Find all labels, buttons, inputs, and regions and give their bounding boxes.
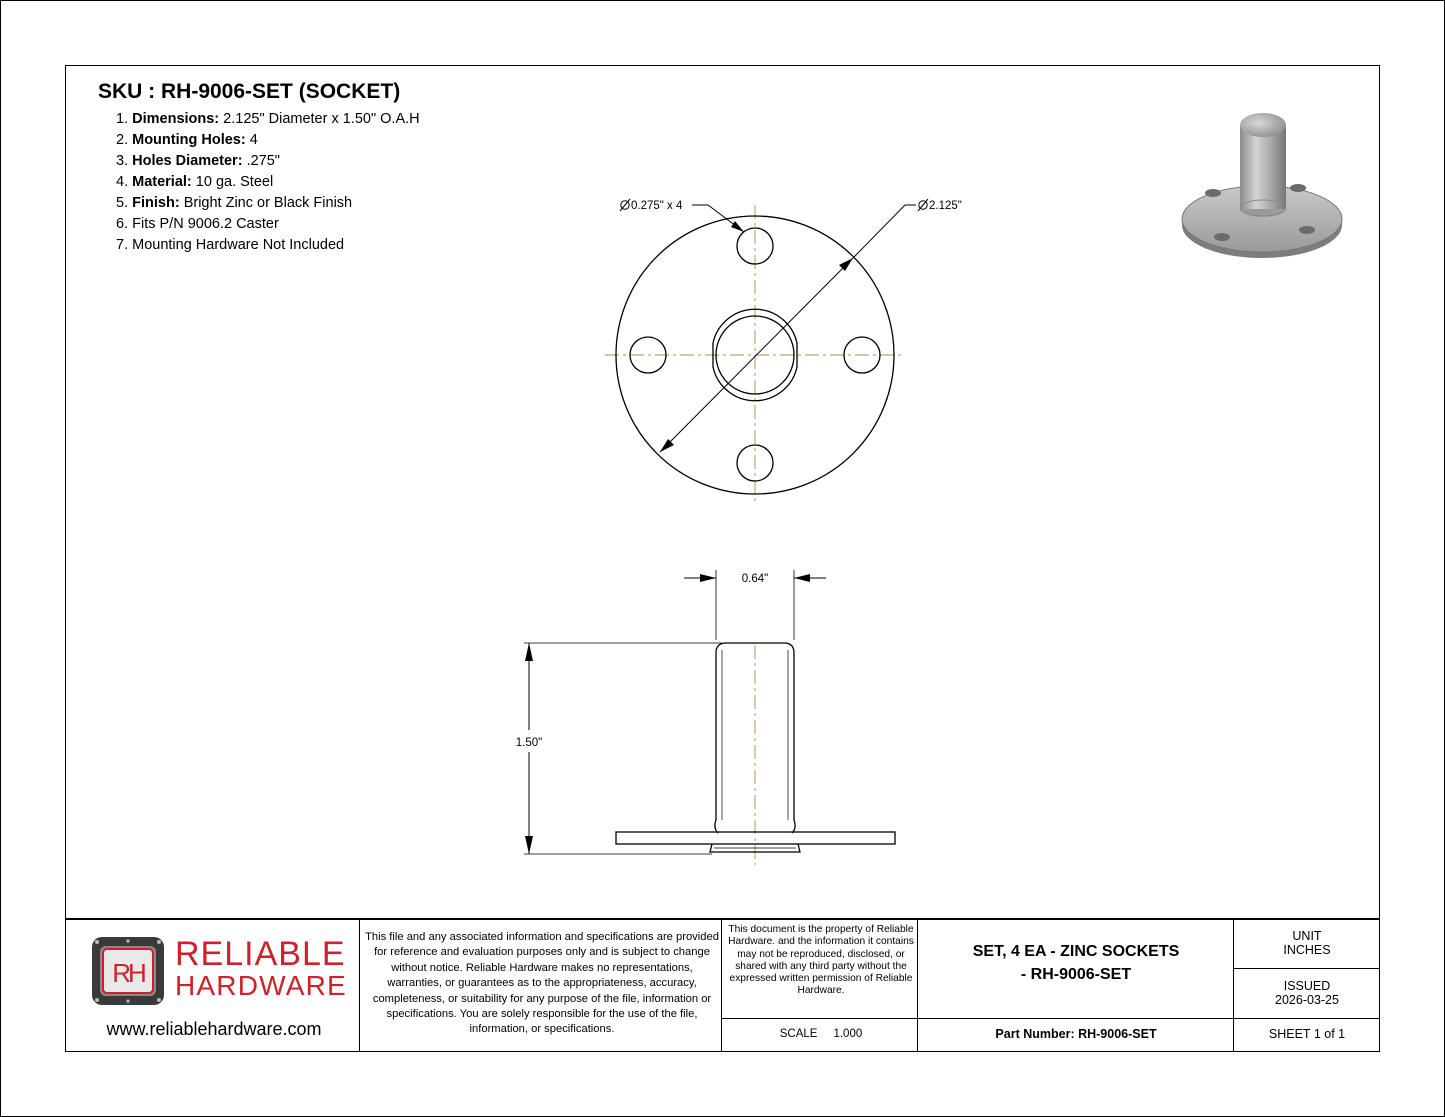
spec-item: 4. Material: 10 ga. Steel	[116, 174, 274, 190]
spec-item: 7. Mounting Hardware Not Included	[116, 237, 345, 253]
title-block	[65, 918, 1380, 1052]
diameter-symbol-hole	[620, 199, 630, 211]
sku-title: SKU : RH-9006-SET (SOCKET)	[98, 80, 401, 103]
height-text: 1.50"	[515, 737, 543, 749]
website-link[interactable]: www.reliablehardware.com	[106, 1019, 322, 1039]
side-view	[524, 570, 895, 865]
hole-callout-text: 0.275" x 4	[631, 200, 683, 212]
sheet-number: SHEET 1 of 1	[1268, 1027, 1346, 1041]
property-notice: This document is the property of Reliable Hardware. and the information it contains may not be reproduced, disclosed, or shared with any third party without the expressed written permission of Reliable Hardware.	[728, 924, 914, 997]
scale-field: SCALE 1.000	[779, 1028, 863, 1040]
rh-logo-icon	[91, 936, 165, 1006]
spec-item: 3. Holes Diameter: .275"	[116, 153, 280, 169]
stem-width-text: 0.64"	[741, 573, 769, 585]
arrowhead	[731, 221, 744, 232]
company-logo	[90, 935, 350, 1007]
brand-name-line2: HARDWARE	[175, 970, 347, 1001]
diameter-callout-text: 2.125"	[929, 200, 962, 212]
unit-field: UNIT INCHES	[1283, 929, 1331, 957]
stem-outline	[716, 643, 795, 833]
svg-text:RH: RH	[112, 958, 144, 988]
diameter-symbol-flange	[918, 199, 928, 211]
brand-name-line1: RELIABLE	[175, 935, 346, 973]
spec-item: 6. Fits P/N 9006.2 Caster	[116, 216, 279, 232]
spec-item: 5. Finish: Bright Zinc or Black Finish	[116, 195, 353, 211]
disclaimer-text: This file and any associated information and specifications are provided for reference and evaluation purposes only and is subject to change without notice. Reliable Hardware makes no representations, warranties, or guarantees as to the appropriateness, accuracy, completeness, or suitability for any purpose of the file, information or specifications. You are solely responsible for the use of the file, information, or specifications.	[365, 931, 719, 1036]
issued-field: ISSUED 2026-03-25	[1275, 979, 1339, 1007]
arrowhead	[660, 439, 674, 452]
iso-render	[1182, 113, 1342, 258]
base-plate	[616, 832, 895, 844]
spec-item: 1. Dimensions: 2.125" Diameter x 1.50" O.A.H	[116, 111, 420, 127]
top-view	[605, 205, 916, 505]
part-number: Part Number: RH-9006-SET	[995, 1027, 1157, 1041]
arrowhead	[839, 258, 853, 271]
drawing-title: SET, 4 EA - ZINC SOCKETS - RH-9006-SET	[972, 943, 1180, 983]
spec-item: 2. Mounting Holes: 4	[116, 132, 258, 148]
